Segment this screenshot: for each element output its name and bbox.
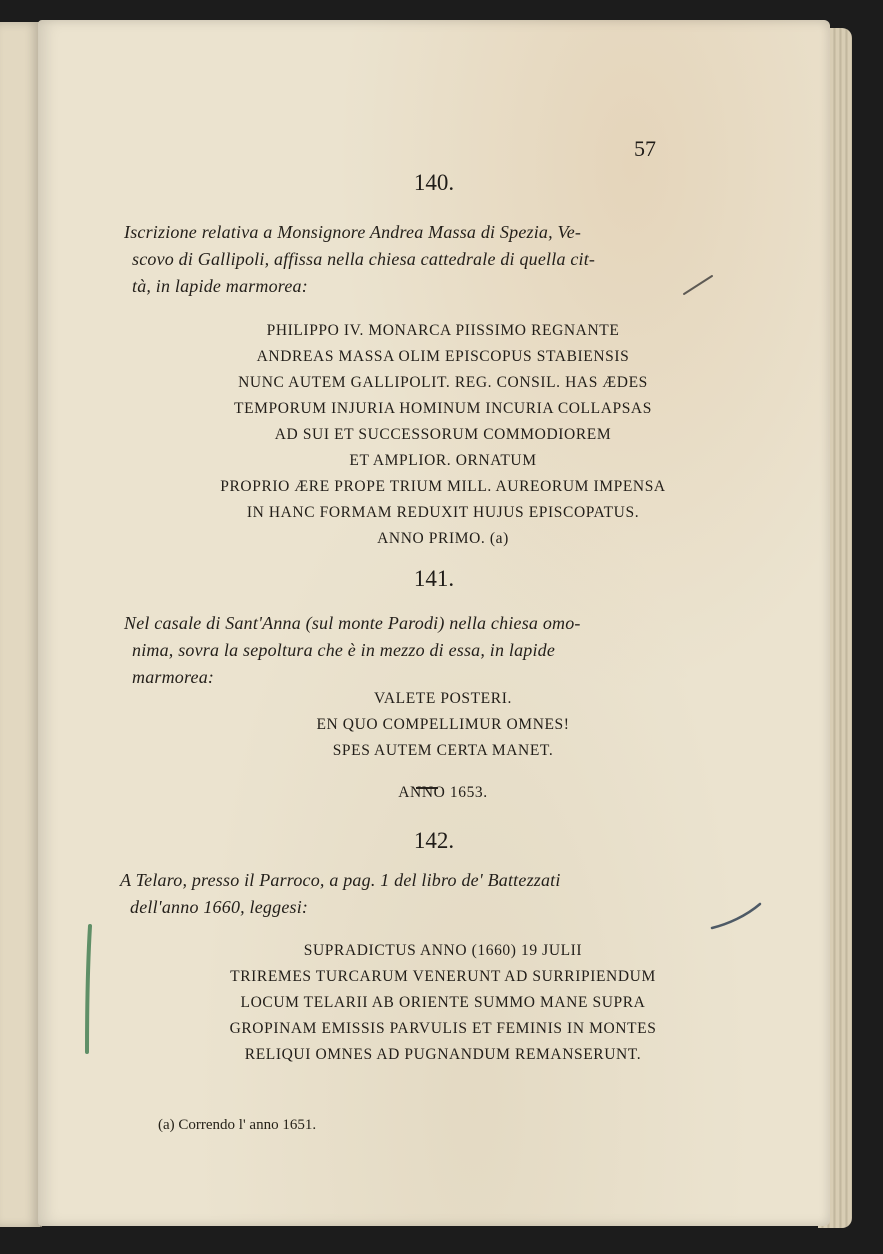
page-number: 57 [634,136,656,161]
inscription-line: LOCUM TELARII AB ORIENTE SUMMO MANE SUPRA [240,994,646,1011]
inscription-line: NUNC AUTEM GALLIPOLIT. REG. CONSIL. HAS ÆDES [238,374,648,391]
pencil-mark [678,270,718,300]
inscription-line: ET AMPLIOR. ORNATUM [349,452,537,469]
footnote: (a) Correndo l' anno 1651. [158,1117,317,1133]
inscription-line: SPES AUTEM CERTA MANET. [332,742,554,759]
inscription-line: VALETE POSTERI. [374,690,512,707]
entry-number: 141. [413,566,455,591]
inscription-line: RELIQUI OMNES AD PUGNANDUM REMANSERUNT. [244,1046,642,1063]
inscription-line: ANDREAS MASSA OLIM EPISCOPUS STABIENSIS [256,348,630,365]
intro-line: A Telaro, presso il Parroco, a pag. 1 del libro de' Battezzati [120,870,561,890]
inscription-line: SUPRADICTUS ANNO (1660) 19 JULII [303,942,583,959]
inscription-date: ANNO 1653. [398,784,488,801]
book-page [38,20,830,1226]
intro-line: Nel casale di Sant'Anna (sul monte Parodi) nella chiesa omo- [124,613,581,633]
inscription [118,318,768,552]
entry-intro [120,867,561,921]
inscription-line: AD SUI ET SUCCESSORUM COMMODIOREM [274,426,612,443]
pencil-mark [706,898,766,938]
intro-line: nima, sovra la sepoltura che è in mezzo di essa, in lapide [132,640,556,660]
inscription-line: IN HANC FORMAM REDUXIT HUJUS EPISCOPATUS. [246,504,640,521]
intro-line: dell'anno 1660, leggesi: [130,897,309,917]
inscription-line: PROPRIO ÆRE PROPE TRIUM MILL. AUREORUM IMPENSA [220,478,666,495]
entry-number: 142. [413,828,455,853]
inscription-line: PHILIPPO IV. MONARCA PIISSIMO REGNANTE [266,322,620,339]
inscription-line: GROPINAM EMISSIS PARVULIS ET FEMINIS IN MONTES [229,1020,657,1037]
entry-number: 140. [413,170,455,195]
left-page-edge [0,22,42,1227]
entry-intro [124,219,595,300]
intro-line: Iscrizione relativa a Monsignore Andrea Massa di Spezia, Ve- [124,222,582,242]
inscription-line: ANNO PRIMO. (a) [377,530,509,547]
green-pencil-mark [78,920,98,1060]
inscription-line: TEMPORUM INJURIA HOMINUM INCURIA COLLAPSAS [234,400,652,417]
intro-line: scovo di Gallipoli, affissa nella chiesa cattedrale di quella cit- [132,249,596,269]
inscription [118,938,768,1068]
intro-line: marmorea: [132,667,215,687]
inscription [118,686,768,764]
inscription-line: TRIREMES TURCARUM VENERUNT AD SURRIPIENDUM [230,968,656,985]
inscription-line: EN QUO COMPELLIMUR OMNES! [316,716,570,733]
entry-intro [124,610,581,691]
intro-line: tà, in lapide marmorea: [132,276,308,296]
